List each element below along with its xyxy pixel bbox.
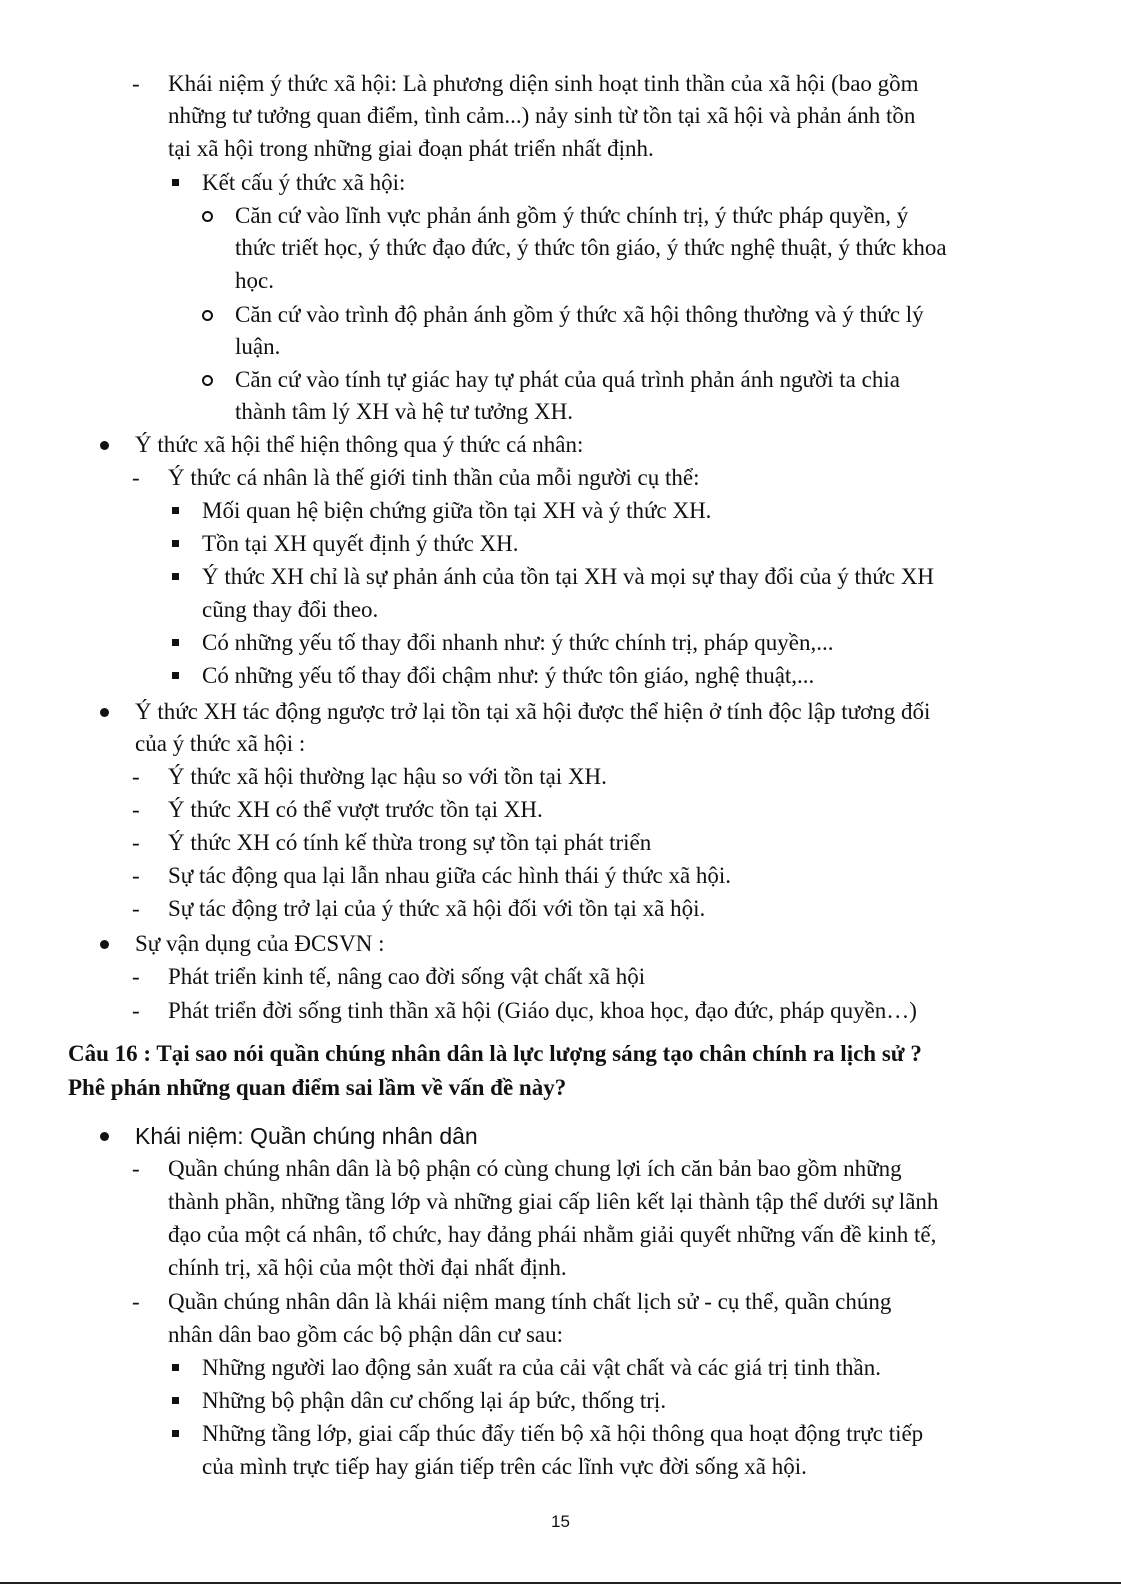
dash-marker: -: [132, 1156, 140, 1181]
text-line: - Sự tác động trở lại của ý thức xã hội đối với tồn tại xã hội.: [168, 893, 705, 925]
text-line: của ý thức xã hội :: [135, 731, 306, 756]
text-line: - Ý thức XH có tính kế thừa trong sự tồn tại phát triển: [168, 827, 651, 859]
text-line: Mối quan hệ biện chứng giữa tồn tại XH và ý thức XH.: [202, 495, 711, 527]
square-bullet-icon: [172, 639, 179, 646]
text-line: của mình trực tiếp hay gián tiếp trên các lĩnh vực đời sống xã hội.: [202, 1454, 807, 1479]
text-line: Có những yếu tố thay đổi nhanh như: ý thức chính trị, pháp quyền,...: [202, 627, 833, 659]
text-line: Có những yếu tố thay đổi chậm như: ý thức tôn giáo, nghệ thuật,...: [202, 660, 814, 692]
dash-marker: -: [132, 71, 140, 96]
text-line: thành tâm lý XH và hệ tư tưởng XH.: [235, 399, 573, 424]
text-line: Những tầng lớp, giai cấp thúc đẩy tiến bộ xã hội thông qua hoạt động trực tiếp: [202, 1418, 923, 1450]
square-bullet-icon: [172, 507, 179, 514]
text-line: - Sự tác động qua lại lẫn nhau giữa các hình thái ý thức xã hội.: [168, 860, 731, 892]
text-line: Sự vận dụng của ĐCSVN :: [135, 928, 385, 960]
text-line: - Ý thức cá nhân là thế giới tinh thần của mỗi người cụ thể:: [168, 462, 699, 494]
circle-bullet-icon: [202, 211, 213, 222]
text-line: nhân dân bao gồm các bộ phận dân cư sau:: [168, 1322, 564, 1347]
text-line: thành phần, những tầng lớp và những giai cấp liên kết lại thành tập thể dưới sự lãnh: [168, 1189, 939, 1214]
round-bullet-icon: [100, 1132, 109, 1141]
text-line: thức triết học, ý thức đạo đức, ý thức tôn giáo, ý thức nghệ thuật, ý thức khoa: [235, 235, 947, 260]
text-line: Khái niệm: Quần chúng nhân dân: [135, 1120, 478, 1153]
text-line: - Ý thức XH có thể vượt trước tồn tại XH.: [168, 794, 543, 826]
text-line: - Ý thức xã hội thường lạc hậu so với tồn tại XH.: [168, 761, 607, 793]
text-line: Ý thức XH tác động ngược trở lại tồn tại xã hội được thể hiện ở tính độc lập tương đối: [135, 696, 930, 728]
text-line: luận.: [235, 334, 281, 359]
text-line: Những người lao động sản xuất ra của cải vật chất và các giá trị tinh thần.: [202, 1352, 881, 1384]
dash-marker: -: [132, 830, 140, 855]
text-line: - Khái niệm ý thức xã hội: Là phương diện sinh hoạt tinh thần của xã hội (bao gồm: [168, 68, 919, 100]
square-bullet-icon: [172, 672, 179, 679]
question-heading: Phê phán những quan điểm sai lầm về vấn đề này?: [68, 1075, 567, 1100]
text-line: những tư tưởng quan điểm, tình cảm...) nảy sinh từ tồn tại xã hội và phản ánh tồn: [168, 103, 916, 128]
dash-marker: -: [132, 797, 140, 822]
text-line: Căn cứ vào lĩnh vực phản ánh gồm ý thức chính trị, ý thức pháp quyền, ý: [235, 200, 908, 232]
circle-bullet-icon: [202, 375, 213, 386]
dash-marker: -: [132, 964, 140, 989]
page-bottom-rule: [0, 1582, 1121, 1584]
text-line: học.: [235, 268, 274, 293]
text-line: Căn cứ vào trình độ phản ánh gồm ý thức xã hội thông thường và ý thức lý: [235, 299, 924, 331]
text-line: - Quần chúng nhân dân là bộ phận có cùng chung lợi ích căn bản bao gồm những: [168, 1153, 902, 1185]
circle-bullet-icon: [202, 310, 213, 321]
text-line: - Quần chúng nhân dân là khái niệm mang tính chất lịch sử - cụ thể, quần chúng: [168, 1286, 891, 1318]
text-line: Những bộ phận dân cư chống lại áp bức, thống trị.: [202, 1385, 666, 1417]
round-bullet-icon: [100, 441, 109, 450]
text-line: - Phát triển kinh tế, nâng cao đời sống vật chất xã hội: [168, 961, 645, 993]
text-line: đạo của một cá nhân, tổ chức, hay đảng phái nhằm giải quyết những vấn đề kinh tế,: [168, 1222, 937, 1247]
text-line: Ý thức XH chỉ là sự phản ánh của tồn tại XH và mọi sự thay đổi của ý thức XH: [202, 561, 934, 593]
round-bullet-icon: [100, 708, 109, 717]
dash-marker: -: [132, 1289, 140, 1314]
dash-marker: -: [132, 863, 140, 888]
text-line: chính trị, xã hội của một thời đại nhất định.: [168, 1255, 567, 1280]
text-line: Ý thức xã hội thể hiện thông qua ý thức cá nhân:: [135, 429, 583, 461]
round-bullet-icon: [100, 940, 109, 949]
dash-marker: -: [132, 465, 140, 490]
dash-marker: -: [132, 896, 140, 921]
text-line: Kết cấu ý thức xã hội:: [202, 167, 405, 199]
page-number: 15: [551, 1512, 570, 1531]
text-line: cũng thay đổi theo.: [202, 597, 379, 622]
question-heading: Câu 16 : Tại sao nói quần chúng nhân dân là lực lượng sáng tạo chân chính ra lịch sử ?: [68, 1041, 922, 1066]
text-line: - Phát triển đời sống tinh thần xã hội (Giáo dục, khoa học, đạo đức, pháp quyền…): [168, 995, 917, 1027]
dash-marker: -: [132, 764, 140, 789]
text-line: tại xã hội trong những giai đoạn phát triển nhất định.: [168, 136, 654, 161]
text-line: Tồn tại XH quyết định ý thức XH.: [202, 528, 519, 560]
square-bullet-icon: [172, 179, 179, 186]
square-bullet-icon: [172, 1364, 179, 1371]
square-bullet-icon: [172, 573, 179, 580]
square-bullet-icon: [172, 1397, 179, 1404]
square-bullet-icon: [172, 1430, 179, 1437]
square-bullet-icon: [172, 540, 179, 547]
dash-marker: -: [132, 998, 140, 1023]
text-line: Căn cứ vào tính tự giác hay tự phát của quá trình phản ánh người ta chia: [235, 364, 900, 396]
